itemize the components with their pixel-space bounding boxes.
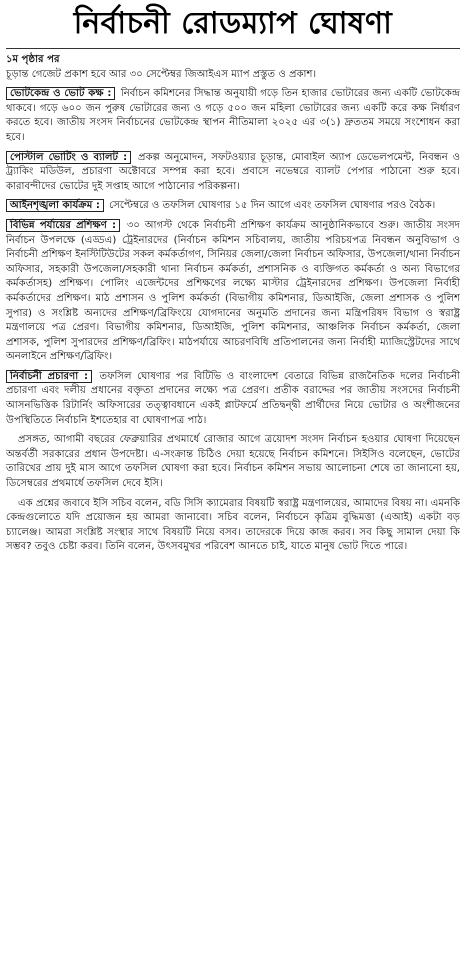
section-heading: পোস্টাল ভোটিং ও ব্যালট : [6,151,131,164]
section-text: প্রকল্প অনুমোদন, সফটওয়্যার চূড়ান্ত, মোবাইল অ্যাপ ডেভেলপমেন্ট, নিবন্ধন ও ট্র্যাকিং মডিউল, প্রচারণা অক্টোবরে সম্পন্ন করা হবে। প্রবাসে নভেম্বরে ব্যালট পেপার পাঠানো শুরু হবে। কারাবন্দীদের ভোটের দুই সপ্তাহ আগে পাঠানোর পরিকল্পনা। [6,151,460,192]
section-campaign [6,370,460,428]
section-text: তফসিল ঘোষণার পর বিটিভি ও বাংলাদেশ বেতারে বিভিন্ন রাজনৈতিক দলের নির্বাচনী প্রচারণা এবং দলীয় প্রধানের বক্তৃতা প্রদানের লক্ষ্যে পত্র প্রেরণ। প্রতীক বরাদ্দের পর জাতীয় সংসদের নির্বাচনী আসনভিত্তিক রিটার্নিং অফিসারের তত্ত্বাবধানে একই প্লাটফর্মে প্রতিদ্বন্দ্বী প্রার্থীদের নিয়ে ভোটার ও অংশীজনের উপস্থিতিতে নির্বাচনি ইশতেহার বা ঘোষণাপত্র পাঠ। [6,370,460,426]
closing-paragraph: এক প্রশ্নের জবাবে ইসি সচিব বলেন, বডি সিসি ক্যামেরার বিষয়টি স্বরাষ্ট্র মন্ত্রণালয়ের, আমাদের বিষয় না। এমনকি কেন্দ্রগুলোতে যদি প্রয়োজন হয় আমরা জানাবো। সচিব বলেন, নির্বাচনে কৃত্রিম বুদ্ধিমত্তা (এআই) একটা বড় চ্যালেঞ্জ। আমরা সংশ্লিষ্ট সংস্থার সাথে বিষয়টি নিয়ে বসব। তাদেরকে দিয়ে কাজ করব। সব কিছু সামাল দেয়া কি সম্ভব? তবুও চেষ্টা করব। তিনি বলেন, উৎসবমুখর পরিবেশ আনতে চাই, যাতে মানুষ ভোট দিতে পারে। [6,497,460,553]
lead-text: চূড়ান্ত গেজেট প্রকাশ হবে আর ৩০ সেপ্টেম্বর জিআইএস ম্যাপ প্রস্তুত ও প্রকাশ। [6,68,317,80]
section-heading: বিভিন্ন পর্যায়ের প্রশিক্ষণ : [6,219,120,232]
lead-paragraph [6,53,460,82]
article-headline: নির্বাচনী রোডম্যাপ ঘোষণা [73,6,393,41]
article-body [6,53,460,555]
section-heading: আইনশৃঙ্খলা কার্যক্রম : [6,199,104,212]
section-law-order [6,199,460,214]
headline-divider [6,48,460,49]
section-training [6,219,460,365]
closing-paragraph: প্রসঙ্গত, আগামী বছরের ফেব্রুয়ারির প্রথমার্ধে রোজার আগে ত্রয়োদশ সংসদ নির্বাচন হওয়ার ঘোষণা দিয়েছেন অন্তর্বর্তী সরকারের প্রধান উপদেষ্টা। এ-সংক্রান্ত চিঠিও দেয়া হয়েছে নির্বাচন কমিশনে। সিইসিও বলেছেন, ভোটের তারিখের প্রায় দুই মাস আগে তফসিল ঘোষণা করা হবে। নির্বাচন কমিশন সভায় আলোচনা শেষে তা জানানো হয়, ডিসেম্বরের প্রথমার্ধে তফসিল দেবে ইসি। [6,434,460,490]
section-text: সেপ্টেম্বরে ও তফসিল ঘোষণার ১৫ দিন আগে এবং তফসিল ঘোষণার পরও বৈঠক। [109,200,436,212]
section-polling-centres [6,87,460,145]
section-text: নির্বাচন কমিশনের সিদ্ধান্ত অনুযায়ী গড়ে তিন হাজার ভোটারের জন্য একটি ভোটকেন্দ্র থাকবে। গড়ে ৬০০ জন পুরুষ ভোটারের জন্য ও গড়ে ৫০০ জন মহিলা ভোটারের জন্য একটি করে কক্ষ নির্ধারণ করতে হবে। জাতীয় সংসদ নির্বাচনের ভোটকেন্দ্র স্থাপন নীতিমালা ২০২৫ এর ৩(১) দ্রুততম সময়ে সংশোধন করা হবে। [6,88,460,143]
section-text: ৩০ আগস্ট থেকে নির্বাচনী প্রশিক্ষণ কার্যক্রম আনুষ্ঠানিকভাবে শুরু। জাতীয় সংসদ নির্বাচন উপলক্ষে (এড্ডএ) ট্রেইনারদের (নির্বাচন কমিশন সচিবালয়, জাতীয় পরিচয়পত্র নিবন্ধন অনুবিভাগ ও নির্বাচনী প্রশিক্ষণ ইনস্টিটিউটের সকল কর্মকর্তাগণ, সিনিয়র জেলা/জেলা নির্বাচন অফিসার, উপজেলা/থানা নির্বাচন অফিসার, সহকারী উপজেলা/সহকারী থানা নির্বাচন কর্মকর্তা, প্রশাসনিক ও ব্যক্তিগত কর্মকর্তা ও অন্য বিভাগের কর্মকর্তাসহ) প্রশিক্ষণ। পোলিং এজেন্টদের প্রশিক্ষণের লক্ষ্যে মাস্টার ট্রেইনারদের প্রশিক্ষণ। উপজেলা নির্বাহী কর্মকর্তাদের প্রশিক্ষণ। মাঠ প্রশাসন ও পুলিশ কর্মকর্তা (বিভাগীয় কমিশনার, ডিআইজি, জেলা প্রশাসক ও পুলিশ সুপার) ও সংশ্লিষ্ট অন্যদের প্রশিক্ষণ/ব্রিফিংয়ে যোগদানের অনুমতি প্রদানের জন্য মন্ত্রিপরিষদ বিভাগ ও স্বরাষ্ট্র মন্ত্রণালয়ে পত্র প্রেরণ। বিভাগীয় কমিশনার, ডিআইজি, পুলিশ কমিশনার, আঞ্চলিক নির্বাচন কর্মকর্তা, জেলা প্রশাসক, পুলিশ সুপারদের প্রশিক্ষণ/ব্রিফিং। মাঠপর্যায়ে আচরণবিধি প্রতিপালনের জন্য নির্বাহী ম্যাজিস্ট্রেটদের সাথে অনলাইনে প্রশিক্ষণ/ব্রিফিং। [6,219,460,363]
section-heading: ভোটকেন্দ্র ও ভোট কক্ষ : [6,87,115,100]
section-postal-voting [6,151,460,195]
continuation-label: ১ম পৃষ্ঠার পর [6,54,60,65]
section-heading: নির্বাচনী প্রচারণা : [6,370,92,383]
